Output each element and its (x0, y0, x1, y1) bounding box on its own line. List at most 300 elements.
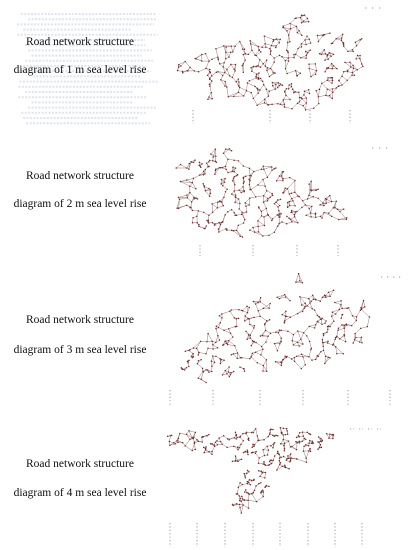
road-edge (193, 175, 199, 178)
road-node (308, 442, 310, 444)
road-node (179, 433, 181, 435)
road-edge (229, 337, 233, 341)
road-node (221, 317, 223, 319)
road-edge (237, 230, 241, 236)
road-node (336, 201, 338, 203)
road-node (276, 38, 278, 40)
road-edge (262, 342, 266, 347)
road-node (332, 438, 334, 440)
road-node (232, 51, 234, 53)
road-edge (306, 108, 314, 110)
road-node (208, 166, 210, 168)
road-node (278, 223, 280, 225)
road-node (341, 308, 343, 310)
road-node (248, 54, 250, 56)
road-node (235, 460, 237, 462)
road-edge (264, 191, 267, 196)
road-node (175, 167, 177, 169)
road-edge (357, 39, 362, 46)
road-node (285, 311, 287, 313)
road-node (318, 103, 320, 105)
road-node (193, 196, 195, 198)
road-node (286, 428, 288, 430)
road-node (317, 449, 319, 451)
road-node (267, 214, 269, 216)
road-edge (246, 434, 249, 439)
road-node (302, 311, 304, 313)
road-node (180, 181, 182, 183)
road-edge (299, 197, 302, 201)
road-node (332, 68, 334, 70)
road-node (279, 464, 281, 466)
road-node (206, 220, 208, 222)
road-node (330, 56, 332, 58)
road-node (251, 345, 253, 347)
road-edge (193, 218, 194, 223)
road-node (320, 438, 322, 440)
road-node (228, 56, 230, 58)
road-node (269, 434, 271, 436)
road-node (310, 216, 312, 218)
road-node (309, 93, 311, 95)
road-node (306, 335, 308, 337)
road-node (297, 195, 299, 197)
road-node (224, 72, 226, 74)
road-node (298, 91, 300, 93)
road-edge (185, 446, 192, 451)
road-node (202, 183, 204, 185)
road-node (301, 15, 303, 16)
road-node (309, 189, 311, 191)
road-edge (252, 50, 255, 55)
road-node (186, 434, 188, 436)
road-node (282, 466, 284, 468)
road-node (217, 335, 219, 337)
road-edge (256, 343, 262, 347)
road-node (349, 61, 351, 63)
road-node (289, 300, 291, 302)
road-node (218, 437, 220, 439)
road-node (318, 96, 320, 98)
road-node (361, 38, 363, 40)
road-node (247, 452, 249, 454)
road-node (247, 454, 249, 456)
road-node (212, 222, 214, 224)
road-node (234, 317, 236, 319)
road-edge (249, 78, 256, 81)
road-node (195, 188, 197, 190)
dotted-marks (200, 148, 389, 256)
road-node (271, 459, 273, 461)
road-node (259, 316, 261, 318)
road-node (301, 353, 303, 355)
road-node (346, 219, 348, 221)
road-node (283, 359, 285, 361)
road-node (267, 200, 269, 202)
road-node (284, 443, 286, 445)
road-edge (309, 295, 313, 298)
road-node (235, 326, 237, 328)
road-node (247, 449, 249, 451)
road-node (346, 324, 348, 326)
road-edge (290, 24, 291, 29)
road-edge (180, 180, 186, 182)
road-node (311, 348, 313, 350)
road-node (210, 193, 212, 195)
road-edge (238, 161, 243, 166)
road-node (307, 52, 309, 54)
road-edge (216, 329, 218, 336)
road-node (305, 204, 307, 206)
road-nodes (181, 273, 371, 383)
road-edge (250, 328, 254, 335)
road-node (238, 225, 240, 227)
road-node (351, 75, 353, 77)
road-node (281, 337, 283, 339)
road-edge (217, 202, 218, 208)
road-node (278, 210, 280, 212)
road-edge (288, 331, 294, 334)
road-node (226, 228, 228, 230)
road-node (275, 435, 277, 437)
road-node (242, 433, 244, 435)
road-node (304, 303, 306, 305)
road-node (246, 473, 248, 475)
road-node (323, 335, 325, 337)
road-node (291, 193, 293, 195)
road-node (312, 308, 314, 310)
road-edge (303, 199, 308, 201)
road-node (319, 88, 321, 90)
road-node (244, 320, 246, 322)
road-node (215, 160, 217, 162)
road-edge (180, 434, 187, 435)
road-node (334, 302, 336, 304)
road-edge (205, 191, 209, 196)
road-node (306, 55, 308, 57)
road-edge (275, 344, 278, 351)
road-node (218, 228, 220, 230)
road-node (239, 235, 241, 237)
road-node (188, 430, 190, 432)
road-node (195, 197, 197, 199)
road-node (310, 49, 312, 51)
road-node (280, 213, 282, 215)
road-node (343, 208, 345, 210)
road-edge (206, 61, 209, 68)
road-edge (264, 217, 265, 226)
road-edge (199, 226, 204, 228)
road-node (198, 377, 200, 379)
road-node (283, 439, 285, 441)
road-node (343, 71, 345, 73)
road-node (302, 200, 304, 202)
road-node (288, 440, 290, 442)
road-node (301, 46, 303, 48)
road-node (256, 104, 258, 106)
road-node (308, 21, 310, 23)
road-node (305, 215, 307, 217)
road-node (250, 484, 252, 486)
road-edge (306, 213, 311, 215)
road-node (266, 88, 268, 90)
road-node (271, 45, 273, 47)
road-edge (237, 214, 242, 215)
road-node (296, 356, 298, 358)
road-node (356, 45, 358, 47)
road-edge (258, 185, 265, 186)
road-node (241, 496, 243, 498)
road-node (286, 459, 288, 461)
road-node (237, 461, 239, 463)
road-node (234, 202, 236, 204)
road-node (343, 45, 345, 47)
road-node (260, 470, 262, 472)
road-edge (287, 222, 292, 224)
road-node (207, 74, 209, 76)
road-node (243, 440, 245, 442)
road-node (249, 80, 251, 82)
road-edge (278, 222, 282, 226)
road-node (347, 51, 349, 53)
road-node (260, 354, 262, 356)
road-edge (277, 295, 285, 298)
road-node (243, 182, 245, 184)
road-node (332, 98, 334, 100)
road-node (236, 175, 238, 177)
road-node (307, 198, 309, 200)
road-node (178, 66, 180, 68)
road-node (237, 352, 239, 354)
road-edge (272, 104, 278, 105)
road-edge (290, 178, 295, 181)
road-edge (227, 64, 231, 69)
network-graph-3m (160, 265, 416, 415)
road-edge (309, 325, 315, 327)
road-node (318, 441, 320, 443)
road-node (338, 80, 340, 82)
road-node (329, 32, 331, 34)
road-node (203, 171, 205, 173)
road-node (302, 431, 304, 433)
road-edge (313, 197, 318, 199)
road-node (257, 226, 259, 228)
road-node (297, 32, 299, 33)
road-edge (301, 333, 304, 340)
road-node (283, 171, 285, 173)
road-node (192, 222, 194, 224)
road-node (281, 365, 283, 367)
road-edge (224, 436, 228, 439)
road-node (217, 347, 219, 349)
road-node (337, 330, 339, 332)
panel-1 (0, 0, 416, 140)
road-edge (231, 64, 234, 69)
road-node (296, 442, 298, 444)
road-node (204, 186, 206, 188)
road-node (219, 167, 221, 169)
road-node (193, 356, 195, 358)
road-edge (292, 341, 297, 343)
road-edge (192, 210, 198, 211)
road-node (251, 447, 253, 449)
road-node (223, 330, 225, 332)
road-node (244, 491, 246, 493)
road-node (215, 168, 217, 170)
road-node (222, 221, 224, 223)
road-node (269, 48, 271, 50)
road-node (295, 53, 297, 55)
road-node (305, 364, 307, 366)
road-edge (211, 356, 212, 361)
road-edge (332, 316, 334, 321)
caption-line-1: Road network structure (26, 170, 134, 182)
road-network-diagram-3m (160, 265, 416, 415)
road-node (265, 46, 267, 48)
road-edge (238, 223, 243, 225)
road-node (233, 69, 235, 71)
road-edge (176, 165, 180, 169)
road-edge (297, 354, 302, 356)
road-node (329, 326, 331, 328)
road-edge (285, 317, 291, 321)
road-node (253, 445, 255, 447)
road-edge (269, 232, 274, 235)
road-node (332, 88, 334, 90)
road-node (192, 353, 194, 355)
road-node (233, 177, 235, 179)
road-node (246, 339, 248, 341)
road-edge (326, 89, 328, 95)
road-node (206, 162, 208, 164)
road-node (264, 102, 266, 104)
road-node (263, 168, 265, 170)
road-node (215, 155, 217, 157)
road-node (280, 199, 282, 201)
road-node (327, 340, 329, 342)
road-edge (185, 62, 190, 68)
road-edge (332, 92, 333, 98)
road-node (250, 43, 252, 45)
road-node (264, 35, 266, 37)
road-edge (352, 46, 356, 50)
road-node (278, 454, 280, 456)
road-node (251, 71, 253, 73)
road-node (220, 363, 222, 365)
road-edge (292, 443, 297, 447)
road-edge (293, 345, 299, 346)
road-node (263, 491, 265, 493)
road-node (292, 340, 294, 342)
road-edge (352, 321, 357, 326)
road-node (321, 324, 323, 326)
road-node (206, 435, 208, 437)
road-node (239, 447, 241, 449)
road-edge (309, 326, 315, 328)
road-node (315, 73, 317, 75)
road-node (295, 441, 297, 443)
road-edge (249, 198, 250, 205)
road-node (308, 183, 310, 185)
road-edge (240, 508, 241, 513)
road-node (191, 201, 193, 203)
road-edge (321, 319, 322, 324)
road-edge (307, 336, 310, 342)
road-node (248, 494, 250, 496)
road-node (271, 166, 273, 168)
road-node (253, 171, 255, 173)
road-edge (260, 316, 267, 320)
road-node (194, 443, 196, 445)
road-node (329, 195, 331, 197)
road-node (253, 317, 255, 319)
road-node (167, 436, 169, 438)
road-edge (297, 459, 307, 462)
road-node (322, 346, 324, 348)
road-node (291, 83, 293, 85)
road-edge (271, 62, 275, 68)
road-node (327, 59, 329, 61)
road-node (227, 172, 229, 174)
road-edge (306, 215, 311, 217)
road-edge (286, 61, 289, 69)
road-node (279, 42, 281, 44)
road-node (211, 92, 213, 94)
road-node (226, 342, 228, 344)
road-node (258, 78, 260, 80)
road-node (191, 355, 193, 357)
road-node (287, 455, 289, 457)
road-node (248, 179, 250, 181)
road-node (251, 432, 253, 434)
road-node (239, 203, 241, 205)
road-node (280, 103, 282, 105)
road-node (239, 482, 241, 484)
road-edge (207, 334, 208, 342)
road-edge (234, 92, 239, 96)
road-node (353, 67, 355, 69)
road-node (238, 318, 240, 320)
road-node (341, 37, 343, 39)
road-node (262, 463, 264, 465)
road-node (303, 94, 305, 96)
road-node (219, 339, 221, 341)
road-node (262, 490, 264, 492)
road-node (224, 341, 226, 343)
road-edge (249, 168, 253, 171)
road-node (279, 216, 281, 218)
road-node (329, 295, 331, 297)
road-node (334, 338, 336, 340)
road-nodes (177, 14, 364, 110)
road-node (189, 349, 191, 351)
road-node (332, 43, 334, 45)
road-node (209, 160, 211, 162)
road-node (280, 83, 282, 85)
road-edge (190, 67, 194, 71)
road-node (290, 316, 292, 318)
road-node (208, 96, 210, 98)
road-node (282, 180, 284, 182)
road-edge (306, 103, 307, 110)
road-node (262, 449, 264, 451)
road-edge (287, 43, 288, 51)
network-graph-2m (160, 140, 416, 265)
road-node (248, 204, 250, 206)
road-node (245, 175, 247, 177)
road-node (191, 450, 193, 452)
road-edge (303, 357, 305, 365)
